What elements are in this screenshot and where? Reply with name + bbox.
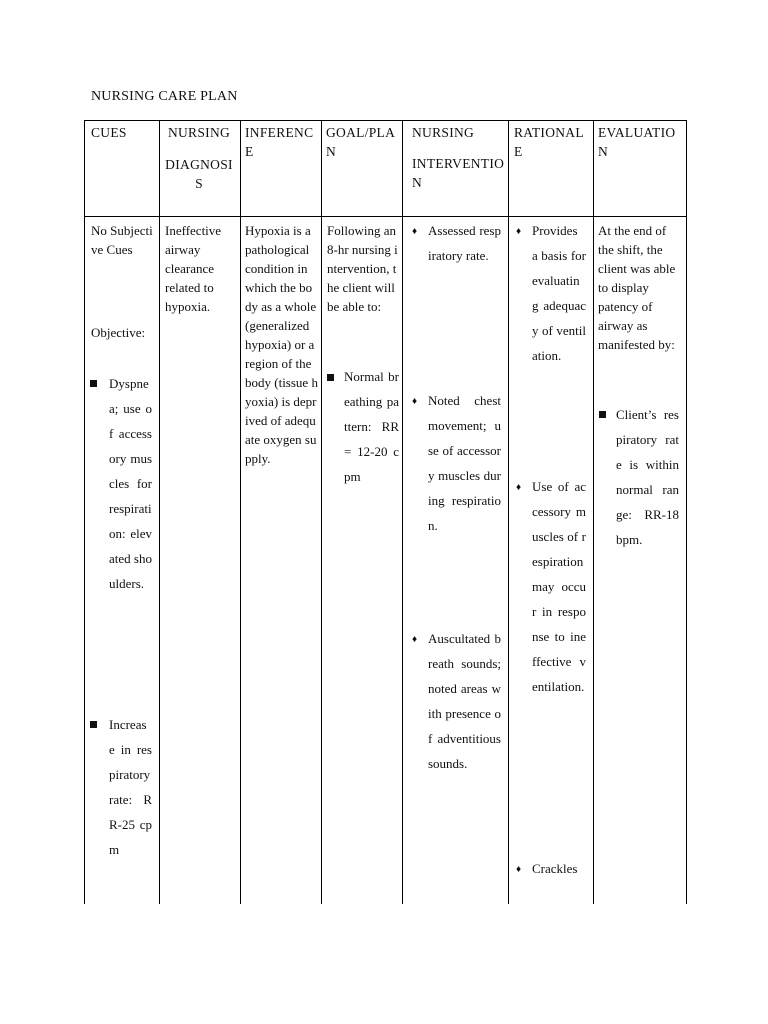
square-bullet-icon (90, 721, 97, 728)
diamond-bullet-icon: ♦ (412, 396, 418, 407)
inference-text: Hypoxia is a pathological condition in which the body as a whole (generalized hypoxia) or a region of the body (tissue hyoxia) is deprived of adequate oxygen supply. (245, 223, 318, 466)
header-diagnosis (163, 123, 235, 193)
rationale-item-2: Use of accessory muscles of respiration may occur in response to ineffective ventilation. (532, 479, 586, 694)
square-bullet-icon (599, 411, 606, 418)
diamond-bullet-icon: ♦ (412, 226, 418, 237)
column-divider (321, 121, 322, 904)
care-plan-table (84, 120, 687, 904)
rationale-item-3: Crackles (532, 861, 578, 876)
header-rationale: RATIONALE (514, 125, 584, 159)
intervention-item-2: Noted chest movement; use of accessory muscles during respiration. (428, 393, 501, 533)
rationale-item-1: Provides a basis for evaluating adequacy of ventilation. (532, 223, 586, 363)
header-goal: GOAL/PLAN (326, 125, 396, 159)
diagnosis-text: Ineffective airway clearance related to hypoxia. (165, 223, 222, 314)
column-divider (402, 121, 403, 904)
diamond-bullet-icon: ♦ (516, 226, 522, 237)
cues-objective-label: Objective: (91, 325, 146, 340)
column-divider (159, 121, 160, 904)
header-inference: INFERENCE (245, 125, 314, 159)
diamond-bullet-icon: ♦ (516, 864, 522, 875)
header-cues: CUES (91, 125, 127, 140)
evaluation-item-1: Client’s respiratory rate is within normal range: RR-18 bpm. (616, 407, 679, 547)
document-title: NURSING CARE PLAN (91, 89, 238, 104)
header-intervention-line2: INTERVENTION (412, 156, 505, 190)
goal-intro: Following an 8-hr nursing intervention, the client will be able to: (327, 223, 398, 314)
evaluation-intro: At the end of the shift, the client was able to display patency of airway as manifested by: (598, 223, 676, 352)
header-diagnosis-line2: DIAGNOSIS (165, 157, 233, 191)
cues-item-2: Increase in respiratory rate: RR-25 cpm (109, 717, 152, 857)
header-intervention-line1: NURSING (412, 125, 475, 140)
goal-item-1: Normal breathing pattern: RR = 12-20 cpm (344, 369, 399, 484)
header-diagnosis-line1: NURSING (167, 125, 231, 140)
header-intervention (412, 123, 508, 192)
diamond-bullet-icon: ♦ (412, 634, 418, 645)
square-bullet-icon (90, 380, 97, 387)
intervention-item-1: Assessed respiratory rate. (428, 223, 501, 263)
cues-item-1: Dyspnea; use of accessory muscles for respiration: elevated shoulders. (109, 376, 152, 591)
column-divider (508, 121, 509, 904)
square-bullet-icon (327, 374, 334, 381)
diamond-bullet-icon: ♦ (516, 482, 522, 493)
cues-subjective: No Subjective Cues (91, 223, 153, 257)
column-divider (240, 121, 241, 904)
intervention-item-3: Auscultated breath sounds; noted areas with presence of adventitious sounds. (428, 631, 501, 771)
header-row-divider (85, 216, 686, 217)
column-divider (593, 121, 594, 904)
header-evaluation: EVALUATION (598, 125, 676, 159)
